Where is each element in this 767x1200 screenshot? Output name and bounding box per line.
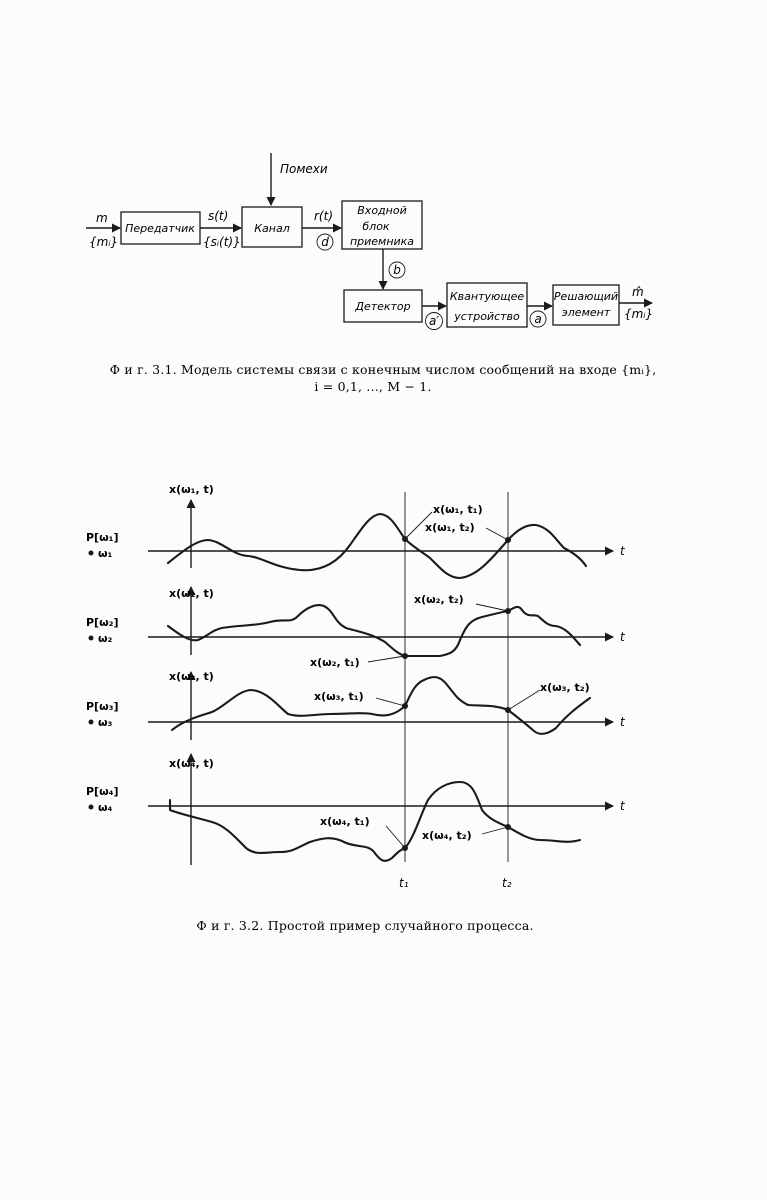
quantizer-line2: устройство — [454, 310, 520, 323]
process-4-label-t2: x(ω₄, t₂) — [422, 829, 472, 842]
process-1-label-t2: x(ω₁, t₂) — [425, 521, 475, 534]
figure-3-2-caption: Ф и г. 3.2. Простой пример случайного процесса. — [196, 918, 534, 933]
process-2-label-t1: x(ω₂, t₁) — [310, 656, 360, 669]
process-1-leader-t2 — [486, 528, 508, 540]
process-1-axis-label: x(ω₁, t) — [169, 483, 214, 496]
process-2-outcome-label: ω₂ — [98, 632, 113, 645]
point-a-prime-label: a′ — [428, 314, 440, 328]
receiver-front-line1: Входной — [357, 204, 407, 217]
process-2-axis-label: x(ω₂, t) — [169, 587, 214, 600]
process-3-outcome-label: ω₃ — [98, 716, 113, 729]
process-2-outcome-dot — [89, 636, 94, 641]
input-label: m — [96, 211, 108, 225]
process-1-label-t1: x(ω₁, t₁) — [433, 503, 483, 516]
process-3-outcome-dot — [89, 720, 94, 725]
detector-label: Детектор — [355, 300, 411, 313]
process-3-t-label: t — [620, 715, 625, 729]
process-3-axis-label: x(ω₃, t) — [169, 670, 214, 683]
process-4 — [86, 754, 626, 865]
process-2-leader-t2 — [476, 604, 508, 611]
t1-label: t₁ — [399, 876, 409, 890]
signal-set-label: {sᵢ(t)} — [203, 235, 241, 249]
t2-label: t₂ — [502, 876, 512, 890]
process-2-leader-t1 — [368, 656, 405, 662]
process-1 — [86, 483, 626, 578]
process-3-label-t1: x(ω₃, t₁) — [314, 690, 364, 703]
process-4-waveform — [170, 782, 580, 861]
process-4-t-label: t — [620, 799, 625, 813]
point-b-label: b — [393, 263, 401, 277]
point-d-label: d — [321, 235, 329, 249]
process-1-waveform — [168, 514, 586, 578]
quantizer-line1: Квантующее — [449, 290, 525, 303]
process-4-leader-t1 — [386, 826, 405, 848]
output-label: m̂ — [632, 285, 644, 299]
process-3-waveform — [172, 677, 590, 734]
figure-3-1-caption: Ф и г. 3.1. Модель системы связи с конечным числом сообщений на входе {mᵢ}, — [109, 362, 657, 377]
process-2-waveform — [168, 605, 580, 656]
process-1-t-label: t — [620, 544, 625, 558]
process-4-outcome-dot — [89, 805, 94, 810]
channel-label: Канал — [254, 222, 290, 235]
process-3-label-t2: x(ω₃, t₂) — [540, 681, 590, 694]
process-4-outcome-label: ω₄ — [98, 801, 113, 814]
figure-3-1-caption-line2: i = 0,1, ..., M − 1. — [314, 379, 432, 394]
process-4-leader-t2 — [482, 827, 508, 834]
process-2-prob-label: P[ω₂] — [86, 616, 119, 629]
process-4-prob-label: P[ω₄] — [86, 785, 119, 798]
process-2 — [86, 587, 626, 669]
process-3-leader-t1 — [376, 698, 405, 706]
receiver-front-line2: блок — [362, 220, 390, 233]
point-a-label: a — [534, 312, 542, 326]
transmitter-label: Передатчик — [125, 222, 195, 235]
figure-3-1-block-diagram — [86, 153, 653, 330]
receiver-front-line3: приемника — [349, 235, 415, 248]
output-set-label: {mᵢ} — [624, 307, 654, 321]
process-4-axis-label: x(ω₄, t) — [169, 757, 214, 770]
process-4-label-t1: x(ω₄, t₁) — [320, 815, 370, 828]
process-2-label-t2: x(ω₂, t₂) — [414, 593, 464, 606]
process-3-prob-label: P[ω₃] — [86, 700, 119, 713]
process-3 — [86, 670, 626, 740]
process-2-t-label: t — [620, 630, 625, 644]
process-1-outcome-label: ω₁ — [98, 547, 113, 560]
received-label: r(t) — [314, 209, 334, 223]
signal-label: s(t) — [208, 209, 229, 223]
process-1-prob-label: P[ω₁] — [86, 531, 119, 544]
process-3-leader-t2 — [508, 690, 540, 710]
input-set-label: {mᵢ} — [89, 235, 119, 249]
noise-label: Помехи — [280, 162, 328, 176]
decision-line1: Решающий — [553, 290, 619, 303]
figure-3-2-random-process — [86, 483, 626, 890]
decision-line2: элемент — [561, 306, 611, 319]
process-1-outcome-dot — [89, 551, 94, 556]
